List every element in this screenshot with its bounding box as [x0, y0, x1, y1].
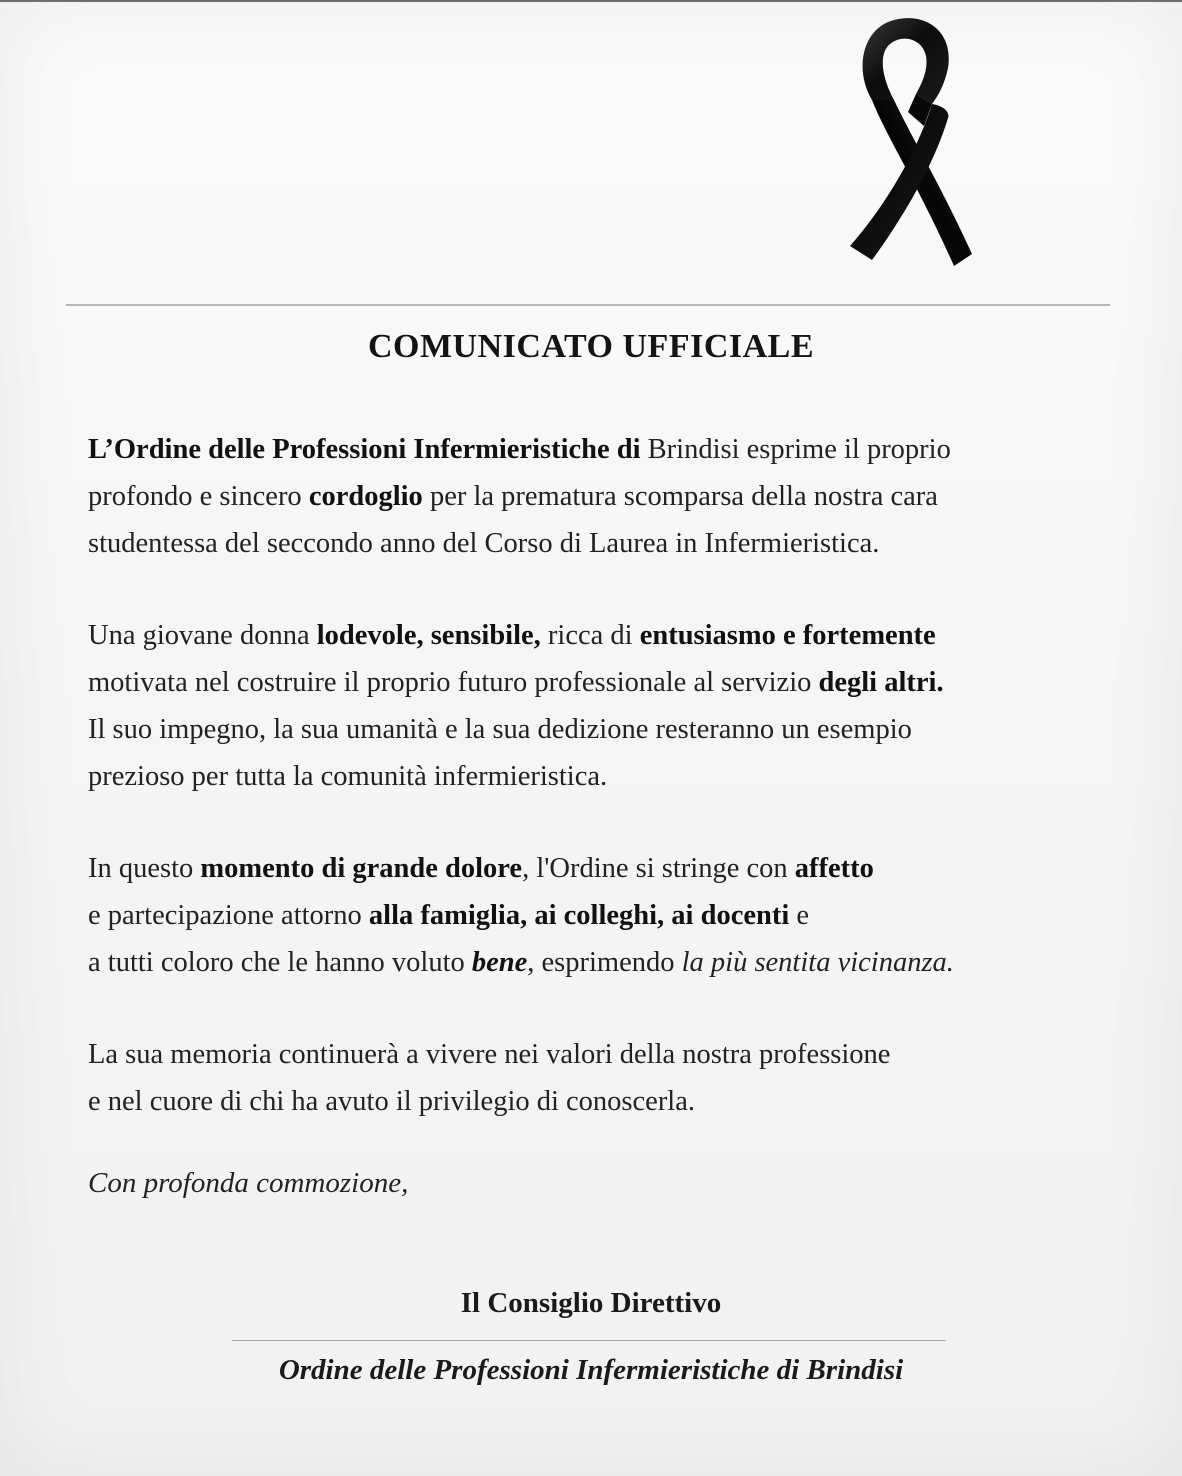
paragraph-line: Una giovane donna lodevole, sensibile, ricca di entusiasmo e fortemente	[88, 620, 936, 651]
paragraph-condolences	[88, 426, 1128, 567]
paragraph-line: profondo e sincero cordoglio per la prematura scomparsa della nostra cara	[88, 481, 938, 512]
paragraph-line: Il suo impegno, la sua umanità e la sua dedizione resteranno un esempio	[88, 714, 912, 745]
paragraph-line: e partecipazione attorno alla famiglia, ai colleghi, ai docenti e	[88, 900, 810, 931]
page-title: COMUNICATO UFFICIALE	[367, 328, 815, 365]
top-border	[0, 0, 1182, 2]
mourning-ribbon-icon	[832, 8, 982, 273]
paragraph-line: a tutti coloro che le hanno voluto bene, esprimendo la più sentita vicinanza.	[88, 947, 954, 978]
paragraph-line: e nel cuore di chi ha avuto il privilegio di conoscerla.	[88, 1086, 696, 1117]
closing-line: Con profonda commozione,	[88, 1167, 409, 1199]
signature-organization: Ordine delle Professioni Infermieristiche di Brindisi	[278, 1354, 904, 1386]
paragraph-line: L’Ordine delle Professioni Infermieristiche di Brindisi esprime il proprio	[88, 434, 951, 465]
signature-divider	[232, 1340, 946, 1341]
paragraph-line: In questo momento di grande dolore, l'Ordine si stringe con affetto	[88, 853, 874, 884]
paragraph-line: motivata nel costruire il proprio futuro professionale al servizio degli altri.	[88, 667, 944, 698]
paragraph-line: prezioso per tutta la comunità infermieristica.	[88, 761, 608, 792]
signature-council: Il Consiglio Direttivo	[460, 1287, 722, 1319]
paragraph-closeness	[88, 845, 1128, 986]
paragraph-tribute	[88, 612, 1128, 800]
paragraph-line: studentessa del seccondo anno del Corso di Laurea in Infermieristica.	[88, 528, 880, 559]
top-divider	[66, 304, 1110, 306]
paragraph-memory	[88, 1031, 1128, 1125]
paragraph-line: La sua memoria continuerà a vivere nei valori della nostra professione	[88, 1039, 891, 1070]
